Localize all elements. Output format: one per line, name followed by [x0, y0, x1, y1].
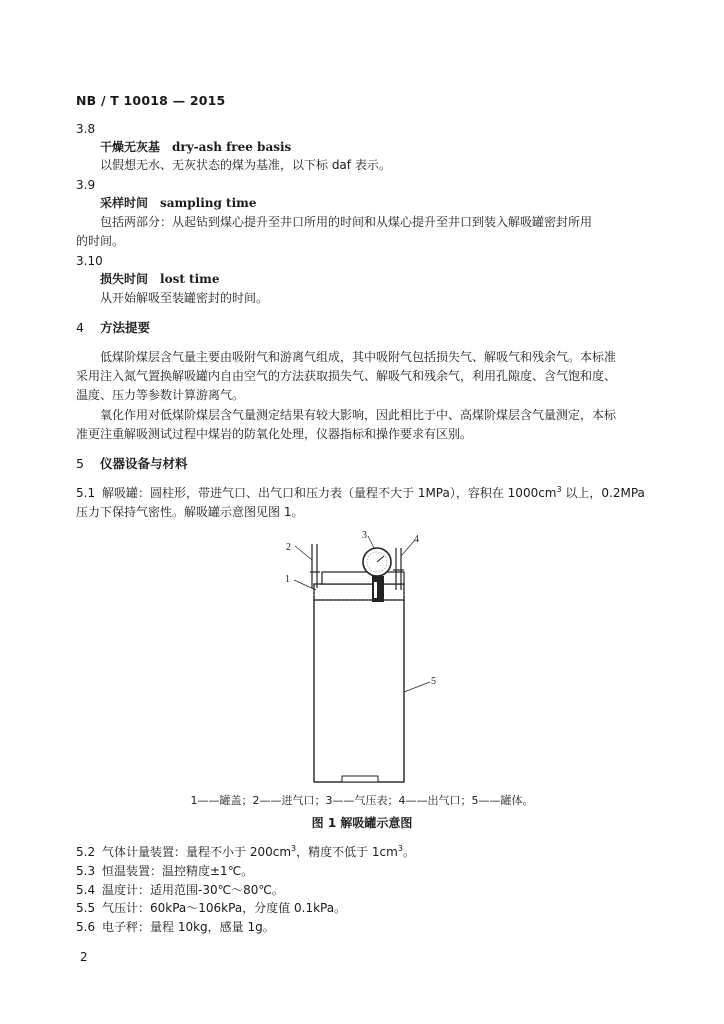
- item-text: 温度计：适用范围-30℃～80℃。: [102, 883, 284, 897]
- superscript: 3: [291, 844, 297, 853]
- leader-line-2: [295, 546, 312, 560]
- section-title: 方法提要: [100, 320, 151, 335]
- item-line: [76, 920, 275, 935]
- term-definition: 以假想无水、无灰状态的煤为基准，以下标 daf 表示。: [100, 158, 391, 172]
- term-definition-line: 包括两部分：从起钻到煤心提升至井口所用的时间和从煤心提升至井口到装入解吸罐密封所用: [100, 215, 593, 229]
- paragraph-line: 温度、压力等参数计算游离气。: [76, 388, 245, 402]
- page-number: 2: [80, 950, 88, 964]
- item-number: 5.1: [76, 486, 96, 500]
- term-number: 3.10: [76, 254, 103, 268]
- gauge-stem: [372, 576, 384, 602]
- item-line: 压力下保持气密性。解吸罐示意图见图 1。: [76, 505, 304, 519]
- item-text: 电子秤：量程 10kg，感量 1g。: [102, 920, 275, 934]
- figure-label-4: 4: [414, 534, 419, 545]
- item-number: 5.6: [76, 920, 96, 934]
- term-definition-line: 的时间。: [76, 234, 125, 248]
- term-en: sampling time: [160, 196, 257, 210]
- item-text: 以上，0.2MPa: [561, 486, 645, 500]
- paragraph-line: 采用注入氮气置换解吸罐内自由空气的方法获取损失气、解吸气和残余气，利用孔隙度、含气饱和度、: [76, 369, 617, 383]
- canister-body: [314, 598, 404, 782]
- term-title: [100, 272, 220, 287]
- section-number: 5: [76, 456, 84, 471]
- figure-caption: 图 1 解吸罐示意图: [311, 816, 413, 830]
- figure-legend: 1——罐盖；2——进气口；3——气压表；4——出气口；5——罐体。: [190, 794, 534, 807]
- term-number: 3.8: [76, 122, 96, 136]
- item-text: 气压计：60kPa～106kPa，分度值 0.1kPa。: [102, 901, 347, 915]
- item-text: 气体计量装置：量程不小于 200cm: [102, 845, 292, 859]
- gauge-stem-gap: [374, 582, 377, 598]
- item-line: [76, 901, 346, 916]
- item-number: 5.4: [76, 883, 96, 897]
- item-number: 5.3: [76, 864, 96, 878]
- item-number: 5.2: [76, 845, 96, 859]
- term-en: lost time: [160, 272, 220, 286]
- term-title: [100, 140, 291, 155]
- superscript: 3: [397, 844, 403, 853]
- item-line: [76, 845, 415, 860]
- superscript: 3: [556, 485, 562, 494]
- section-heading: [76, 456, 188, 471]
- top-plate: [322, 572, 404, 584]
- paragraph-line: 低煤阶煤层含气量主要由吸附气和游离气组成，其中吸附气包括损失气、解吸气和残余气。本标准: [100, 350, 617, 364]
- paragraph-line: 准更注重解吸测试过程中煤岩的防氧化处理，仪器指标和操作要求有区别。: [76, 427, 473, 441]
- term-cn: 损失时间: [100, 272, 149, 286]
- term-en: dry-ash free basis: [172, 140, 292, 154]
- term-title: [100, 196, 256, 211]
- item-number: 5.5: [76, 901, 96, 915]
- leader-line-5: [404, 682, 430, 692]
- section-heading: [76, 320, 150, 335]
- item-text: 解吸罐：圆柱形，带进气口、出气口和压力表（量程不大于 1MPa），容积在 1000cm: [102, 486, 557, 500]
- leader-line-3: [368, 536, 374, 548]
- item-text: 。: [402, 845, 415, 859]
- term-number: 3.9: [76, 178, 96, 192]
- leader-line-1: [294, 580, 316, 590]
- paragraph-line: 氧化作用对低煤阶煤层含气量测定结果有较大影响，因此相比于中、高煤阶煤层含气量测定，本标: [100, 408, 617, 422]
- item-line: [76, 864, 253, 879]
- canister-base: [342, 776, 378, 782]
- item-line: [76, 883, 284, 898]
- term-cn: 干燥无灰基: [100, 140, 161, 154]
- item-line: [76, 486, 645, 501]
- figure-label-3: 3: [362, 530, 367, 541]
- leader-line-4: [401, 540, 415, 556]
- figure-label-1: 1: [285, 574, 290, 585]
- standard-number-header: NB / T 10018 — 2015: [76, 93, 226, 108]
- section-title: 仪器设备与材料: [100, 456, 188, 471]
- item-text: 恒温装置：温控精度±1℃。: [102, 864, 254, 878]
- desorption-canister-figure: [280, 530, 450, 788]
- figure-label-2: 2: [286, 542, 291, 553]
- item-text: ，精度不低于 1cm: [296, 845, 398, 859]
- term-definition: 从开始解吸至装罐密封的时间。: [100, 291, 269, 305]
- term-cn: 采样时间: [100, 196, 149, 210]
- figure-label-5: 5: [431, 676, 436, 687]
- section-number: 4: [76, 320, 84, 335]
- canister-lid: [314, 584, 404, 600]
